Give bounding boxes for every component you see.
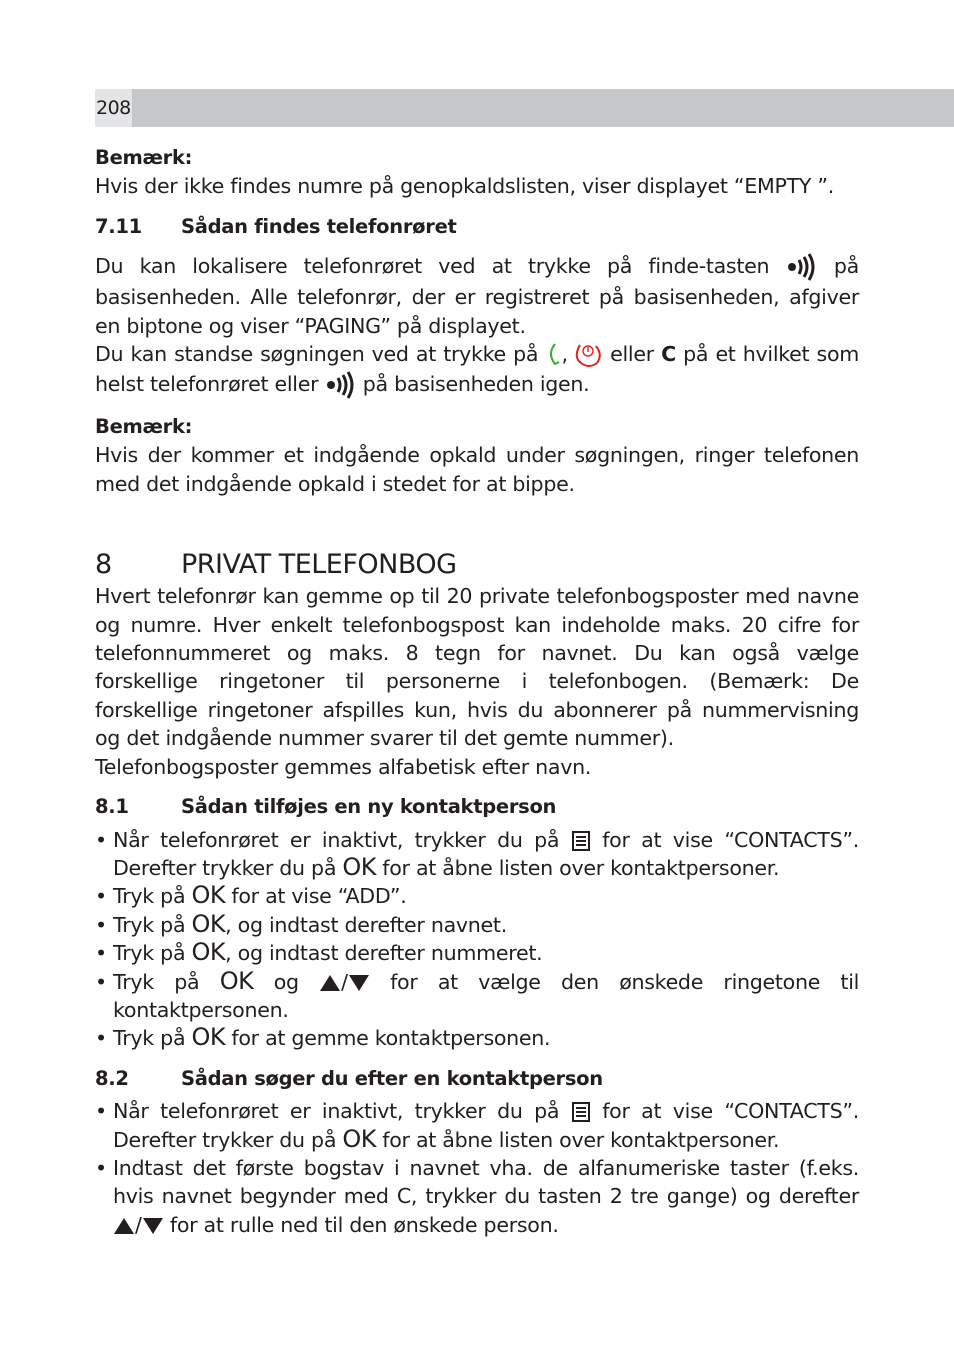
ok-key-icon: OK [191,1023,226,1052]
talk-icon [545,342,561,368]
header-bar [95,89,954,127]
section-title: Sådan tilføjes en ny kontaktperson [181,795,557,819]
page-content [95,144,859,1239]
note-text: Hvis der kommer et indgående opkald under søgningen, ringer telefonen med det indgående opkald i stedet for at bippe. [95,443,859,496]
paging-icon [325,369,357,401]
list-item: • Tryk på OK, og indtast derefter navnet. [95,909,507,938]
note-label: Bemærk: [95,146,193,169]
section-number: 8.2 [95,1066,129,1090]
list-item: • Tryk på OK for at gemme kontaktpersonen. [95,1023,551,1052]
chapter-number: 8 [95,549,112,581]
section-heading-8-2 [95,1065,859,1093]
down-arrow-icon [348,974,370,992]
ok-key-icon: OK [342,1124,377,1153]
menu-icon [571,1101,591,1123]
paragraph: Du kan standse søgningen ved at trykke på , eller C på et hvilket som helst telefonrøret eller på basisenheden igen. [95,340,859,401]
up-arrow-icon [113,1217,135,1235]
section-heading-8-1 [95,793,859,821]
chapter-title: PRIVAT TELEFONBOG [181,549,457,581]
paragraph: Telefonbogsposter gemmes alfabetisk efter navn. [95,754,592,779]
up-arrow-icon [319,974,341,992]
page-number-box [95,89,132,127]
ok-key-icon: OK [219,966,254,995]
down-arrow-icon [142,1217,164,1235]
section-number: 8.1 [95,795,129,819]
ok-key-icon: OK [342,852,377,881]
note-text: Hvis der ikke findes numre på genopkaldslisten, viser displayet “EMPTY ”. [95,174,835,199]
list-item: • Når telefonrøret er inaktivt, trykker du på for at vise “CONTACTS”. Derefter trykker du på OK for at åbne listen over kontaktpersoner. [95,1099,859,1153]
note-label: Bemærk: [95,415,193,439]
paragraph: Hvert telefonrør kan gemme op til 20 private telefonbogsposter med navne og numre. Hver enkelt telefonbogspost kan indeholde maks. 20 cifre for telefonnummeret og maks. 8 tegn for navnet. Du kan også vælge forskellige ringetoner til personerne i telefonbogen. (Bemærk: De forskellige ringetoner afspilles kun, hvis du abonnerer på nummervisning og det indgående nummer svarer til det gemte nummer). [95,584,859,751]
list-item: • Tryk på OK og / for at vælge den ønskede ringetone til kontaktpersonen. [95,966,860,1022]
section-number: 7.11 [95,214,142,238]
chapter-heading-8 [95,548,859,582]
ok-key-icon: OK [191,909,226,938]
menu-icon [571,830,591,852]
page-number: 208 [96,97,131,119]
section-title: Sådan søger du efter en kontaktperson [181,1066,603,1090]
section-title: Sådan findes telefonrøret [181,214,457,238]
ok-key-icon: OK [191,881,226,910]
list-item: • Indtast det første bogstav i navnet vha. de alfanumeriske taster (f.eks. hvis navnet begynder med C, trykker du tasten 2 tre gange) og derefter / for at rulle ned til den ønskede person. [95,1155,859,1237]
c-key-icon: C [661,342,676,367]
paragraph: Du kan lokalisere telefonrøret ved at trykke på finde-tasten på basisenheden. Alle telefonrør, der er registreret på basisenheden, afgiver en biptone og viser “PAGING” på displayet. [95,251,859,340]
ok-key-icon: OK [191,938,226,967]
section-heading-7-11 [95,213,859,241]
paging-icon [786,251,818,283]
end-call-icon [575,341,603,369]
list-item: • Når telefonrøret er inaktivt, trykker du på for at vise “CONTACTS”. Derefter trykker du på OK for at åbne listen over kontaktpersoner. [95,827,859,881]
list-item: • Tryk på OK, og indtast derefter nummeret. [95,938,543,967]
list-item: • Tryk på OK for at vise “ADD”. [95,881,407,910]
